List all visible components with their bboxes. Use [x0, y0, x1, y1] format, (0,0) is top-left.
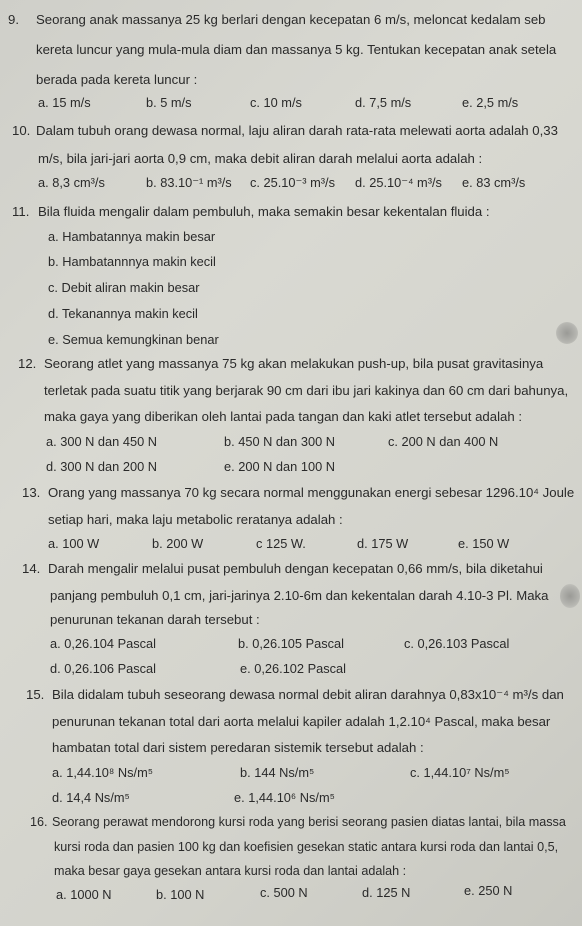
question-text-line: hambatan total dari sistem peredaran sistemik tersebut adalah : — [52, 740, 424, 755]
ink-smudge-icon — [556, 322, 578, 344]
option-b: b. 0,26.105 Pascal — [238, 636, 345, 651]
option-e: e. 250 N — [464, 883, 513, 898]
question-text-line: Seorang anak massanya 25 kg berlari dengan kecepatan 6 m/s, meloncat kedalam seb — [36, 12, 546, 27]
option-e: e. 1,44.10⁶ Ns/m⁵ — [234, 790, 335, 805]
question-number: 13. — [22, 485, 41, 500]
question-number: 16. — [30, 815, 48, 829]
option-a: a. 8,3 cm³/s — [38, 175, 105, 190]
question-text-line: penurunan tekanan total dari aorta melalui kapiler adalah 1,2.10⁴ Pascal, maka besar — [52, 714, 551, 729]
option-d: d. 0,26.106 Pascal — [50, 661, 157, 676]
option-c: c. 10 m/s — [250, 95, 302, 110]
question-text-line: m/s, bila jari-jari aorta 0,9 cm, maka debit aliran darah melalui aorta adalah : — [38, 151, 483, 166]
option-c: c. 200 N dan 400 N — [388, 434, 499, 449]
option-c: c. Debit aliran makin besar — [48, 280, 200, 295]
question-number: 9. — [8, 12, 19, 27]
option-d: d. 25.10⁻⁴ m³/s — [355, 175, 442, 190]
option-a: a. 100 W — [48, 536, 100, 551]
ink-smudge-icon — [560, 584, 580, 608]
option-e: e. 0,26.102 Pascal — [240, 661, 347, 676]
option-b: b. 5 m/s — [146, 95, 192, 110]
option-c: c. 500 N — [260, 885, 308, 900]
question-text-line: maka gaya yang diberikan oleh lantai pada tangan dan kaki atlet tersebut adalah : — [44, 409, 523, 424]
option-e: e. 83 cm³/s — [462, 175, 526, 190]
question-text-line: kursi roda dan pasien 100 kg dan koefisien gesekan static antara kursi roda dan lantai 0,5, — [54, 840, 559, 854]
question-text-line: Bila fluida mengalir dalam pembuluh, maka semakin besar kekentalan fluida : — [38, 204, 490, 219]
question-text-line: Seorang perawat mendorong kursi roda yang berisi seorang pasien diatas lantai, bila massa — [52, 815, 566, 829]
question-text-line: Seorang atlet yang massanya 75 kg akan melakukan push-up, bila pusat gravitasinya — [44, 356, 544, 371]
option-d: d. 300 N dan 200 N — [46, 459, 157, 474]
question-text-line: penurunan tekanan darah tersebut : — [50, 612, 260, 627]
option-a: a. 0,26.104 Pascal — [50, 636, 157, 651]
option-a: a. 300 N dan 450 N — [46, 434, 157, 449]
option-b: b. 83.10⁻¹ m³/s — [146, 175, 232, 190]
option-e: e. 200 N dan 100 N — [224, 459, 335, 474]
question-number: 11. — [12, 204, 30, 219]
option-b: b. 200 W — [152, 536, 204, 551]
question-text-line: maka besar gaya gesekan antara kursi roda dan lantai adalah : — [54, 864, 407, 878]
option-d: d. 125 N — [362, 885, 411, 900]
option-a: a. 15 m/s — [38, 95, 91, 110]
question-number: 12. — [18, 356, 37, 371]
question-number: 15. — [26, 687, 45, 702]
question-number: 10. — [12, 123, 31, 138]
question-text-line: setiap hari, maka laju metabolic reratanya adalah : — [48, 512, 343, 527]
question-text-line: berada pada kereta luncur : — [36, 72, 198, 87]
option-e: e. Semua kemungkinan benar — [48, 332, 219, 347]
option-b: b. Hambatannnya makin kecil — [48, 254, 216, 269]
option-d: d. Tekanannya makin kecil — [48, 306, 198, 321]
option-d: d. 7,5 m/s — [355, 95, 412, 110]
option-a: a. 1000 N — [56, 887, 112, 902]
option-b: b. 100 N — [156, 887, 205, 902]
question-text-line: kereta luncur yang mula-mula diam dan massanya 5 kg. Tentukan kecepatan anak setela — [36, 42, 557, 57]
question-text-line: Orang yang massanya 70 kg secara normal menggunakan energi sebesar 1296.10⁴ Joule — [48, 485, 575, 500]
option-d: d. 175 W — [357, 536, 409, 551]
question-text-line: Darah mengalir melalui pusat pembuluh dengan kecepatan 0,66 mm/s, bila diketahui — [48, 561, 543, 576]
option-c: c 125 W. — [256, 536, 306, 551]
option-c: c. 0,26.103 Pascal — [404, 636, 510, 651]
option-b: b. 450 N dan 300 N — [224, 434, 335, 449]
option-e: e. 150 W — [458, 536, 510, 551]
option-b: b. 144 Ns/m⁵ — [240, 765, 315, 780]
option-c: c. 25.10⁻³ m³/s — [250, 175, 335, 190]
option-c: c. 1,44.10⁷ Ns/m⁵ — [410, 765, 510, 780]
question-number: 14. — [22, 561, 41, 576]
question-text-line: terletak pada suatu titik yang berjarak 90 cm dari ibu jari kakinya dan 60 cm dari bahunya, — [44, 383, 569, 398]
question-text-line: panjang pembuluh 0,1 cm, jari-jarinya 2.10-6m dan kekentalan darah 4.10-3 Pl. Maka — [50, 588, 549, 603]
option-a: a. Hambatannya makin besar — [48, 229, 216, 244]
option-d: d. 14,4 Ns/m⁵ — [52, 790, 130, 805]
question-text-line: Dalam tubuh orang dewasa normal, laju aliran darah rata-rata melewati aorta adalah 0,33 — [36, 123, 558, 138]
option-e: e. 2,5 m/s — [462, 95, 519, 110]
option-a: a. 1,44.10⁸ Ns/m⁵ — [52, 765, 154, 780]
question-text-line: Bila didalam tubuh seseorang dewasa normal debit aliran darahnya 0,83x10⁻⁴ m³/s dan — [52, 687, 564, 702]
